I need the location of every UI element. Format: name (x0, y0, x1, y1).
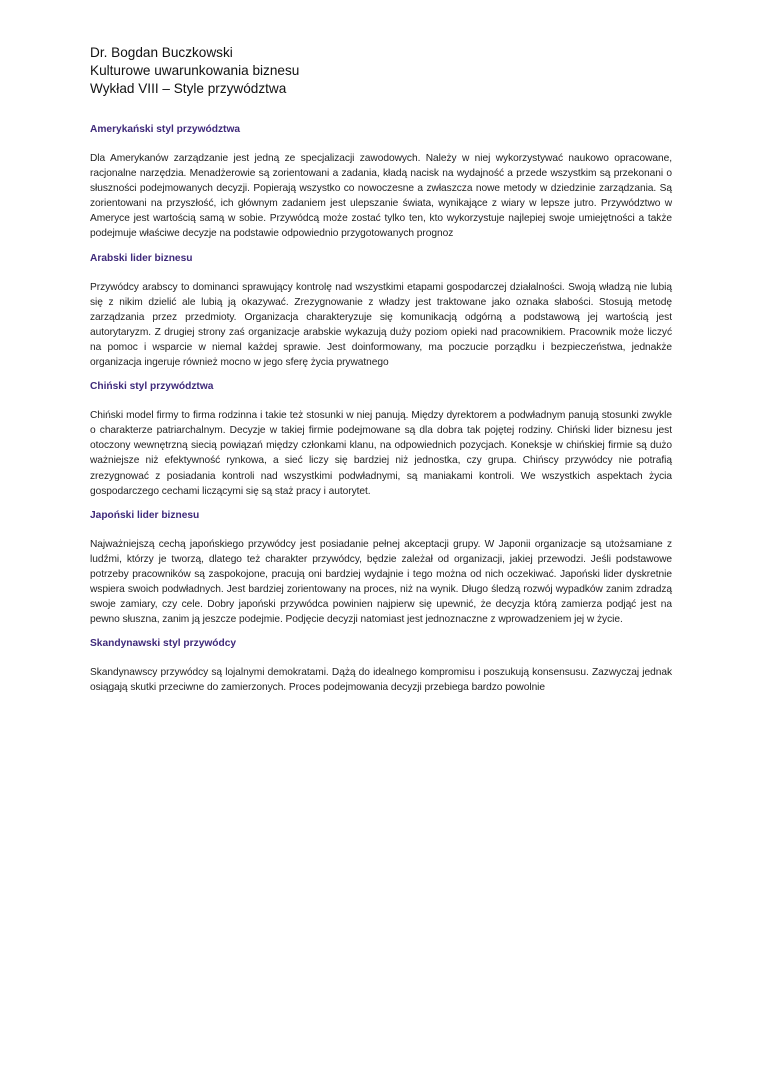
section-scandinavian (90, 637, 672, 695)
document-header (90, 44, 672, 98)
section-heading: Skandynawski styl przywódcy (90, 638, 237, 650)
section-heading: Chiński styl przywództwa (90, 381, 214, 393)
section-heading: Arabski lider biznesu (90, 252, 193, 264)
section-body: Dla Amerykanów zarządzanie jest jedną ze specjalizacji zawodowych. Należy w niej wykorzystywać naukowo opracowane, racjonalne narzędzia. Menadżerowie są zorientowani a zadania, kładą nacisk na wydajność a przede wszystkim są przekonani o słuszności podejmowanych decyzji. Popierają wszystko co nowoczesne a zwłaszcza nowe metody w dziedzinie zarządzania. Są zorientowani na przyszłość, ich głównym zadaniem jest ulepszanie świata, wynikające z wiary w lepsze jutro. Przywództwo w Ameryce jest wartością samą w sobie. Przywódcą może zostać tylko ten, kto wykorzystuje najlepiej swoje umiejętności a także podejmuje właściwe decyzje na podstawie odpowiednio przygotowanych prognoz (90, 153, 672, 240)
section-chinese (90, 380, 672, 499)
section-japanese (90, 509, 672, 628)
course-title: Kulturowe uwarunkowania biznesu (90, 63, 300, 78)
lecture-title: Wykład VIII – Style przywództwa (90, 81, 287, 96)
section-body: Przywódcy arabscy to dominanci sprawujący kontrolę nad wszystkimi etapami gospodarczej działalności. Swoją władzą nie lubią się z nikim dzielić ale lubią ją okazywać. Zrezygnowanie z władzy jest traktowane jako oznaka słabości. Stosują metodę zarządzania przez przedmioty. Organizacja charakteryzuje się komunikacją odgórną a podstawową jej wartością jest autorytaryzm. Z drugiej strony zaś organizacje arabskie wykazują duży poziom opieki nad pracownikiem. Pracownik może liczyć na pomoc i wsparcie w niemal każdej sprawie. Jest doinformowany, ma poczucie porządku i bezpieczeństwa, jednakże organizacja ingeruje również mocno w jego sferę życia prywatnego (90, 281, 672, 369)
document-page (90, 44, 672, 705)
section-heading: Japoński lider biznesu (90, 509, 200, 521)
section-arabic (90, 252, 672, 371)
section-heading: Amerykański styl przywództwa (90, 124, 241, 135)
author-name: Dr. Bogdan Buczkowski (90, 45, 233, 60)
section-american (90, 123, 672, 242)
section-body: Chiński model firmy to firma rodzinna i takie też stosunki w niej panują. Między dyrektorem a podwładnym panują stosunki zwykle o charakterze patriarchalnym. Decyzje w takiej firmie podejmowane są dla dobra tak pojętej rodziny. Chiński lider biznesu jest otoczony wewnętrzną siecią powiązań między członkami klanu, na odpowiednich pozycjach. Koneksje w chińskiej firmie są dużo ważniejsze niż efektywność rynkowa, a sieć liczy się bardziej niż jednostka, czy grupa. Chińscy przywódcy nie potrafią zrezygnować z posiadania kontroli nad wszystkimi podwładnymi, są maniakami kontroli. We wszystkich aspektach życia gospodarczego cechami liczącymi się są staż pracy i autorytet. (90, 410, 672, 497)
section-body: Skandynawscy przywódcy są lojalnymi demokratami. Dążą do idealnego kompromisu i poszukują konsensusu. Zazwyczaj jednak osiągają skutki przeciwne do zamierzonych. Proces podejmowania decyzji przebiega bardzo powolnie (90, 667, 672, 694)
section-body: Najważniejszą cechą japońskiego przywódcy jest posiadanie pełnej akceptacji grupy. W Japonii organizacje są utożsamiane z ludźmi, którzy je tworzą, dlatego też charakter przywódcy, będzie zależał od organizacji, jakiej przewodzi. Jeśli podstawowe potrzeby pracowników są zaspokojone, pracują oni bardziej wydajnie i tego można od nich oczekiwać. Japoński lider dyskretnie wspiera swoich podwładnych. Jest bardziej zorientowany na proces, niż na wynik. Długo śledzą rozwój wypadków zanim zdradzą swoje zamiary, czy cele. Dobry japoński przywódca powinien najpierw się upewnić, że decyzja którą zamierza podjąć jest na pewno słuszna, zanim ją jeszcze podejmie. Podjęcie decyzji natomiast jest jednoznaczne z wprowadzeniem jej w życie. (90, 538, 672, 626)
